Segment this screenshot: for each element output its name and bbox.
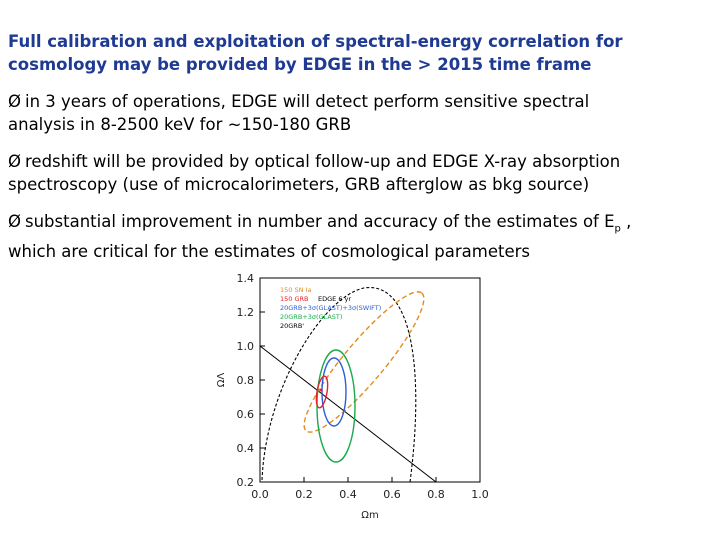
ep-subscript: p (614, 223, 621, 235)
y-tick-label: 0.8 (236, 374, 254, 387)
bullet-3 (8, 210, 712, 263)
x-tick-label: 0.2 (295, 488, 313, 501)
bullet-2 (8, 150, 712, 196)
best-fit-point (320, 389, 323, 392)
heading-line-1: Full calibration and exploitation of spectral-energy correlation for (8, 32, 623, 51)
arrow-bullet-icon: Ø (8, 212, 21, 231)
bullet-2-line-1: redshift will be provided by optical follow-up and EDGE X-ray absorption (25, 152, 621, 171)
y-tick-label: 1.0 (236, 340, 254, 353)
legend-entry: 150 GRB (280, 295, 309, 303)
bullet-3-line-1: substantial improvement in number and accuracy of the estimates of E (25, 212, 615, 231)
bullet-3-line-1-end: , (620, 212, 632, 231)
bullet-2-line-2: spectroscopy (use of microcalorimeters, GRB afterglow as bkg source) (8, 175, 590, 194)
y-tick-label: 0.4 (236, 442, 254, 455)
x-tick-label: 1.0 (471, 488, 489, 501)
bullet-1-line-2: analysis in 8-2500 keV for ~150-180 GRB (8, 115, 352, 134)
bullet-1 (8, 90, 712, 136)
x-tick-label: 0.6 (383, 488, 401, 501)
slide-heading (8, 30, 708, 76)
legend-edge-label: EDGE 6 yr (318, 295, 352, 303)
contour-plot (214, 266, 504, 534)
y-tick-label: 1.2 (236, 306, 254, 319)
contour-blue (322, 358, 346, 426)
y-tick-label: 1.4 (236, 272, 254, 285)
cosmology-contour-figure (214, 266, 504, 534)
arrow-bullet-icon: Ø (8, 92, 21, 111)
y-tick-label: 0.2 (236, 476, 254, 489)
legend-entry: 20GRB+3σ(GLAST)+3σ(SWIFT) (280, 304, 382, 312)
y-tick-label: 0.6 (236, 408, 254, 421)
legend-entry: 20GRB' (280, 322, 305, 330)
bullet-3-line-2: which are critical for the estimates of cosmological parameters (8, 242, 530, 262)
y-ticks (260, 278, 265, 482)
legend (280, 286, 381, 330)
x-tick-label: 0.0 (251, 488, 269, 501)
arrow-bullet-icon: Ø (8, 152, 21, 171)
bullet-1-line-1: in 3 years of operations, EDGE will detect perform sensitive spectral (25, 92, 590, 111)
x-tick-label: 0.8 (427, 488, 445, 501)
legend-entry: 150 SN Ia (280, 286, 312, 294)
heading-line-2: cosmology may be provided by EDGE in the > 2015 time frame (8, 55, 592, 74)
y-axis-label: ΩΛ (216, 372, 227, 388)
x-tick-label: 0.4 (339, 488, 357, 501)
x-axis-label: Ωm (361, 510, 379, 521)
legend-entry: 20GRB+3σ(GLAST) (280, 313, 343, 321)
flat-universe-line (260, 346, 436, 482)
x-ticks (260, 477, 480, 482)
